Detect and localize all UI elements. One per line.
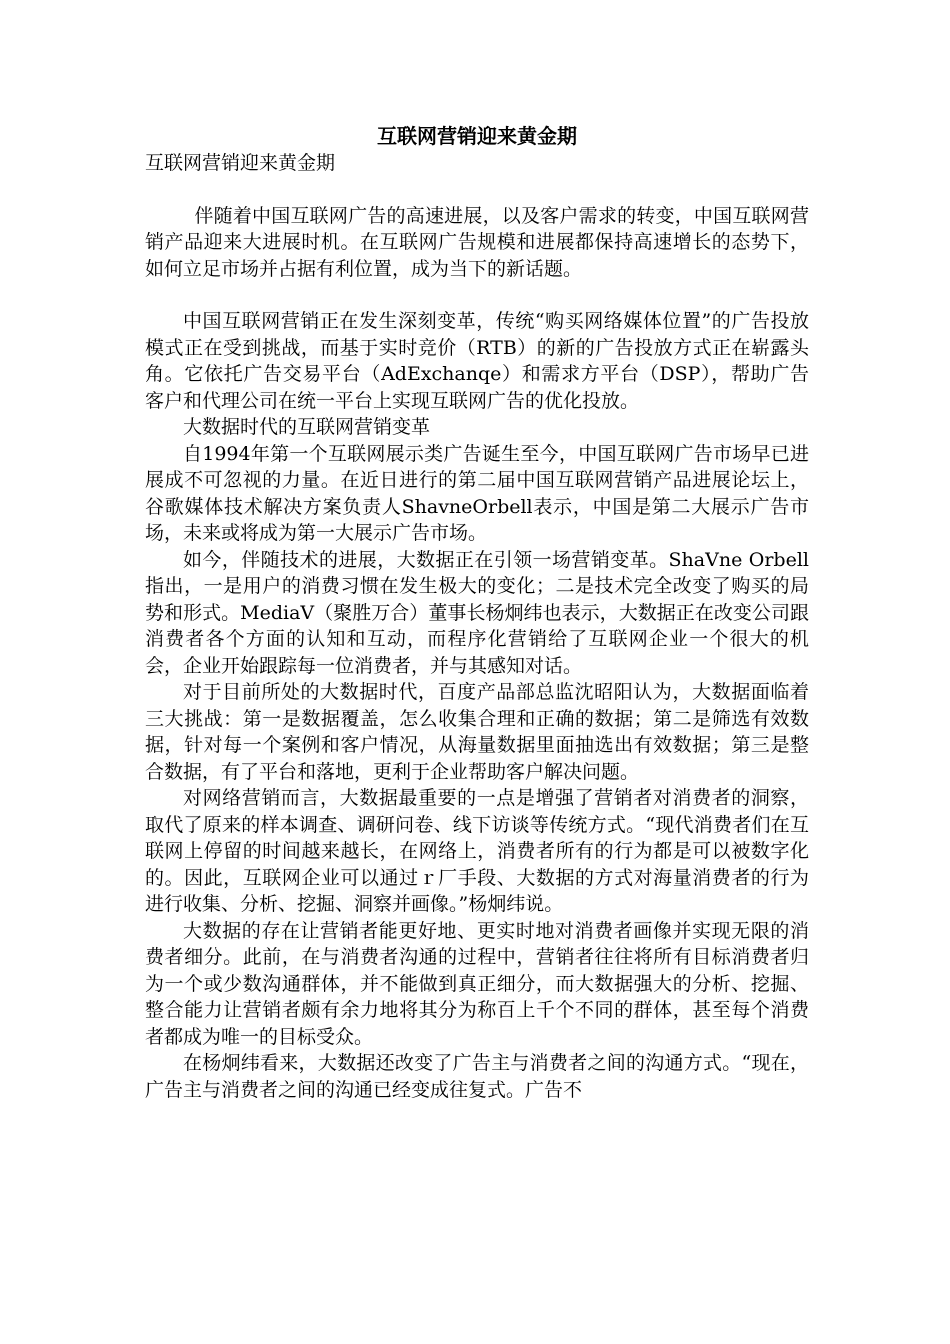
document-body <box>145 122 809 1103</box>
paragraph-rtb: 中国互联网营销正在发生深刻变革，传统“购买网络媒体位置”的广告投放模式正在受到挑战，而基于实时竞价（RTB）的新的广告投放方式正在崭露头角。它依托广告交易平台（AdExchanqe）和需求方平台（DSP），帮助广告客户和代理公司在统一平台上实现互联网广告的优化投放。 <box>145 310 809 412</box>
paragraph-segmentation: 大数据的存在让营销者能更好地、更实时地对消费者画像并实现无限的消费者细分。此前，在与消费者沟通的过程中，营销者往往将所有目标消费者归为一个或少数沟通群体，并不能做到真正细分，而大数据强大的分析、挖掘、整合能力让营销者颇有余力地将其分为称百上千个不同的群体，甚至每个消费者都成为唯一的目标受众。 <box>145 919 809 1048</box>
blank-line <box>145 177 809 203</box>
paragraph-communication: 在杨炯纬看来，大数据还改变了广告主与消费者之间的沟通方式。“现在，广告主与消费者之间的沟通已经变成往复式。广告不 <box>145 1052 809 1101</box>
document-title: 互联网营销迎来黄金期 <box>377 124 577 148</box>
section-heading: 大数据时代的互联网营销变革 <box>183 416 431 438</box>
paragraph-big-data-revolution: 如今，伴随技术的进展，大数据正在引领一场营销变革。ShaVne Orbell指出，一是用户的消费习惯在发生极大的变化；二是技术完全改变了购买的局势和形式。MediaV（聚胜万合）董事长杨炯纬也表示，大数据正在改变公司跟消费者各个方面的认知和互动，而程序化营销给了互联网企业一个很大的机会，企业开始跟踪每一位消费者，并与其感知对话。 <box>145 548 809 677</box>
paragraph-challenges: 对于目前所处的大数据时代，百度产品部总监沈昭阳认为，大数据面临着三大挑战：第一是数据覆盖，怎么收集合理和正确的数据；第二是筛选有效数据，针对每一个案例和客户情况，从海量数据里面抽选出有效数据；第三是整合数据，有了平台和落地，更利于企业帮助客户解决问题。 <box>145 681 809 783</box>
paragraph-market: 自1994年第一个互联网展示类广告诞生至今，中国互联网广告市场早已进展成不可忽视的力量。在近日进行的第二届中国互联网营销产品进展论坛上，谷歌媒体技术解决方案负责人ShavneOrbell表示，中国是第二大展示广告市场，未来或将成为第一大展示广告市场。 <box>145 442 809 544</box>
paragraph-consumer-insight: 对网络营销而言，大数据最重要的一点是增强了营销者对消费者的洞察，取代了原来的样本调查、调研问卷、线下访谈等传统方式。“现代消费者们在互联网上停留的时间越来越长，在网络上，消费者所有的行为都是可以被数字化的。因此，互联网企业可以通过ｒ厂手段、大数据的方式对海量消费者的行为进行收集、分析、挖掘、洞察并画像。”杨炯纬说。 <box>145 787 809 915</box>
blank-line <box>145 282 809 308</box>
paragraph-intro: 伴随着中国互联网广告的高速进展，以及客户需求的转变，中国互联网营销产品迎来大进展时机。在互联网广告规模和进展都保持高速增长的态势下，如何立足市场并占据有利位置，成为当下的新话题。 <box>145 204 809 280</box>
document-subtitle: 互联网营销迎来黄金期 <box>145 152 336 174</box>
